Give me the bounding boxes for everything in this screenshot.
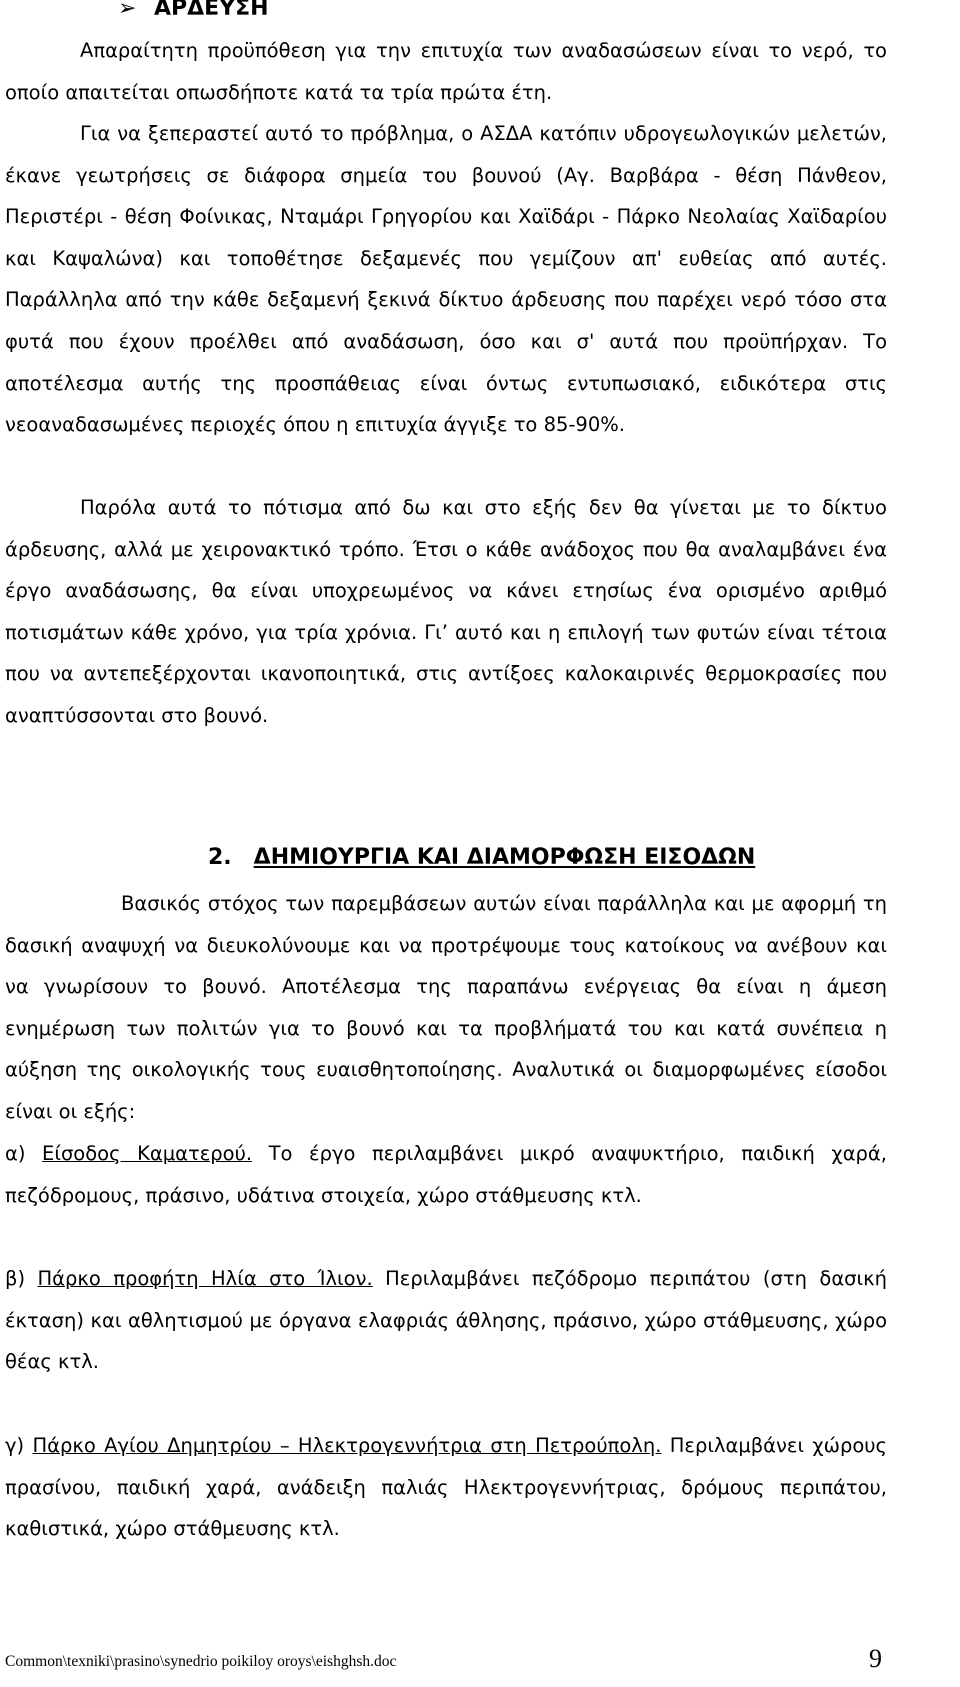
list-item-name: Πάρκο Αγίου Δημητρίου – Ηλεκτρογεννήτρια στη Πετρούπολη. <box>32 1434 662 1457</box>
list-item-text: Το έργο περιλαμβάνει μικρό αναψυκτήριο, παιδική χαρά, πεζόδρομους, πράσινο, υδάτινα στοιχεία, χώρο στάθμευσης κτλ. <box>5 1142 887 1207</box>
footer-file-path: Common\texniki\prasino\synedrio poikiloy oroys\eishghsh.doc <box>5 1653 397 1670</box>
list-item-entrance-b <box>5 1258 887 1383</box>
list-item-prefix: α) <box>5 1142 43 1165</box>
list-item-prefix: γ) <box>5 1434 33 1457</box>
list-item-entrance-c <box>5 1425 887 1550</box>
list-item-text: Περιλαμβάνει χώρους πρασίνου, παιδική χαρά, ανάδειξη παλιάς Ηλεκτρογεννήτριας, δρόμους περιπάτου, καθιστικά, χώρο στάθμευσης κτλ. <box>5 1434 888 1541</box>
list-item-name: Είσοδος Καματερού. <box>42 1142 253 1165</box>
page-number: 9 <box>869 1644 882 1673</box>
section-number: 2. <box>208 845 232 870</box>
list-item-prefix: β) <box>5 1267 38 1290</box>
arrow-bullet-icon: ➢ <box>118 0 137 21</box>
paragraph-water-requirement: Απαραίτητη προϋπόθεση για την επιτυχία των αναδασώσεων είναι το νερό, το οποίο απαιτείται οπωσδήποτε κατά τα τρία πρώτα έτη. <box>5 39 887 104</box>
section-heading-ardeusi <box>118 0 269 24</box>
section-title: ΑΡΔΕΥΣΗ <box>154 0 269 21</box>
paragraph-boreholes: Για να ξεπεραστεί αυτό το πρόβλημα, ο ΑΣΔΑ κατόπιν υδρογεωλογικών μελετών, έκανε γεωτρήσεις σε διάφορα σημεία του βουνού (Αγ. Βαρβάρα - θέση Πάνθεον, Περιστέρι - θέση Φοίνικας, Νταμάρι Γρηγορίου και Χαϊδάρι - Πάρκο Νεολαίας Χαϊδαρίου και Καψαλώνα) και τοποθέτησε δεξαμενές που γεμίζουν απ' ευθείας από αυτές. Παράλληλα από την κάθε δεξαμενή ξεκινά δίκτυο άρδευσης που παρέχει νερό τόσο στα φυτά που έχουν προέλθει από αναδάσωση, όσο και σ' αυτά που προϋπήρχαν. Το αποτέλεσμα αυτής της προσπάθειας είναι όντως εντυπωσιακό, ειδικότερα στις νεοαναδασωμένες περιοχές όπου η επιτυχία άγγιξε το 85-90%. <box>5 122 887 437</box>
list-item-name: Πάρκο προφήτη Ηλία στο Ίλιον. <box>37 1267 373 1290</box>
section-heading-eisodoi <box>208 843 755 873</box>
paragraph-entrances-intro: Βασικός στόχος των παρεμβάσεων αυτών είναι παράλληλα και με αφορμή τη δασική αναψυχή να διευκολύνουμε και να προτρέψουμε τους κατοίκους να ανέβουν και να γνωρίσουν το βουνό. Αποτέλεσμα της παραπάνω ενέργειας θα είναι η άμεση ενημέρωση των πολιτών για το βουνό και τα προβλήματά του και κατά συνέπεια η αύξηση της οικολογικής τους ευαισθητοποίησης. Αναλυτικά οι διαμορφωμένες είσοδοι είναι οι εξής: <box>5 892 887 1123</box>
list-item-entrance-a <box>5 1133 887 1216</box>
paragraph-manual-watering: Παρόλα αυτά το πότισμα από δω και στο εξής δεν θα γίνεται με το δίκτυο άρδευσης, αλλά με χειρονακτικό τρόπο. Έτσι ο κάθε ανάδοχος που θα αναλαμβάνει ένα έργο αναδάσωσης, θα είναι υποχρεωμένος να κάνει ετησίως ένα ορισμένο αριθμό ποτισμάτων κάθε χρόνο, για τρία χρόνια. Γι’ αυτό και η επιλογή των φυτών είναι τέτοια που να αντεπεξέρχονται ικανοποιητικά, στις αντίξοες καλοκαιρινές θερμοκρασίες που αναπτύσσονται στο βουνό. <box>5 496 887 727</box>
list-item-text: Περιλαμβάνει πεζόδρομο περιπάτου (στη δασική έκταση) και αθλητισμού με όργανα ελαφριάς άθλησης, πράσινο, χώρο στάθμευσης, χώρο θέας κτλ. <box>5 1267 887 1374</box>
section-title: ΔΗΜΙΟΥΡΓΙΑ ΚΑΙ ΔΙΑΜΟΡΦΩΣΗ ΕΙΣΟΔΩΝ <box>253 845 756 870</box>
